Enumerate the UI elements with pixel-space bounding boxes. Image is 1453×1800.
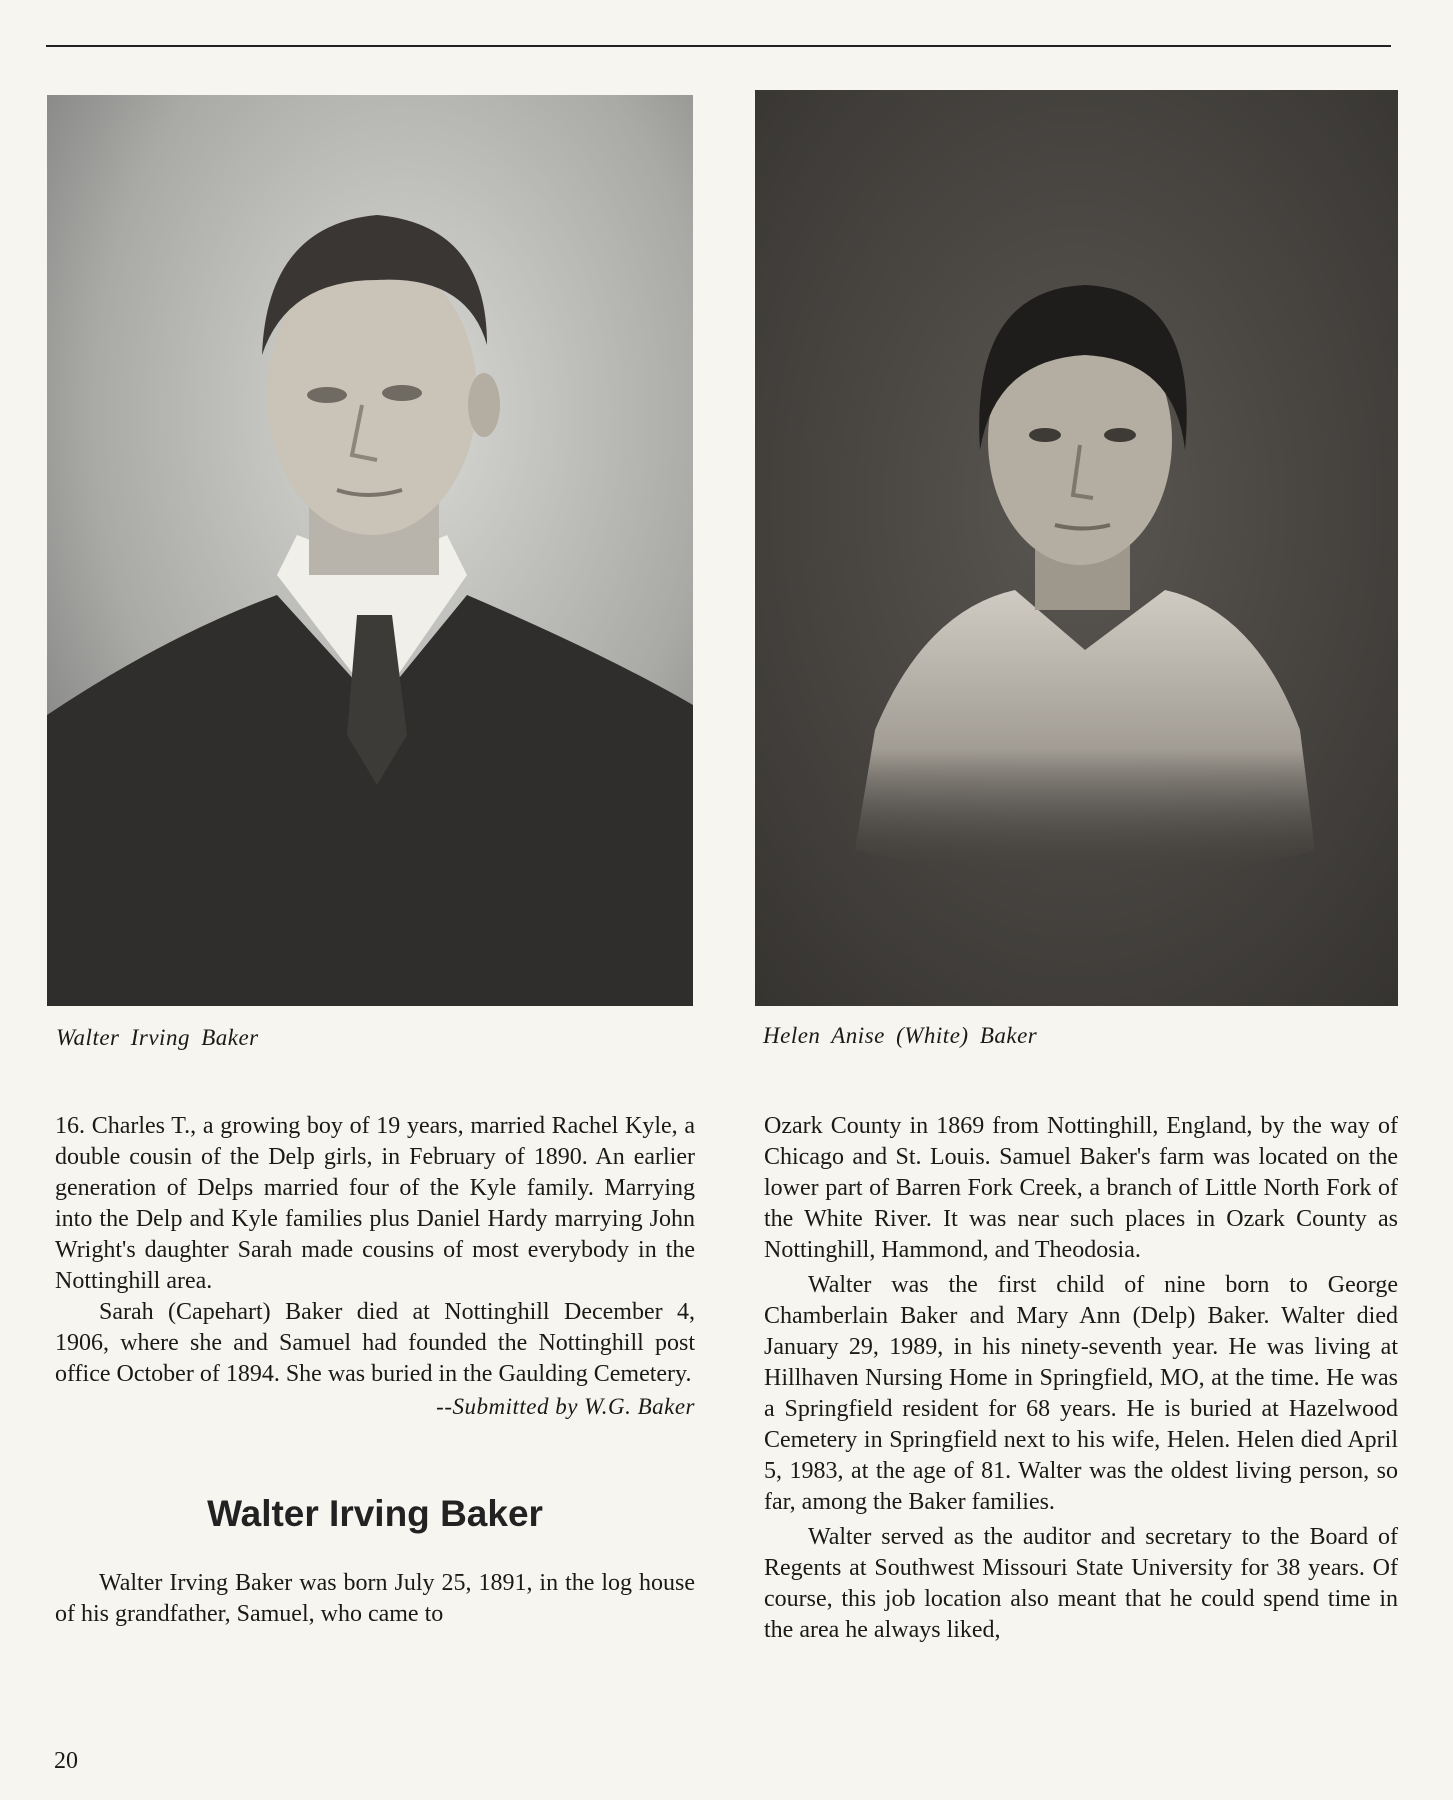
left-text-column: [55, 1111, 695, 1630]
paragraph-ozark-county: Ozark County in 1869 from Nottinghill, England, by the way of Chicago and St. Louis. Samuel Baker's farm was located on the lower part of Barren Fork Creek, a branch of Little North Fork of the White River. It was near such places in Ozark County as Nottinghill, Hammond, and Theodosia.: [764, 1113, 1398, 1263]
photo-caption-left: Walter Irving Baker: [56, 1025, 259, 1050]
right-text-column: [764, 1111, 1398, 1646]
page-number: 20: [54, 1748, 78, 1774]
paragraph-walter-career: Walter served as the auditor and secretary to the Board of Regents at Southwest Missouri State University for 38 years. Of course, this job location also meant that he could spend time in the area he always liked,: [764, 1524, 1398, 1643]
paragraph-charles: 16. Charles T., a growing boy of 19 years, married Rachel Kyle, a double cousin of the Delp girls, in February of 1890. An earlier generation of Delps married four of the Kyle family. Marrying into the Delp and Kyle families plus Daniel Hardy marrying John Wright's daughter Sarah made cousins of most everybody in the Nottinghill area.: [55, 1113, 695, 1294]
submitted-by-credit: --Submitted by W.G. Baker: [436, 1394, 695, 1419]
photo-caption-right: Helen Anise (White) Baker: [763, 1023, 1038, 1048]
portrait-helen-anise-white-baker: [755, 90, 1398, 1006]
portrait-woman-image: [755, 90, 1398, 1006]
paragraph-sarah: Sarah (Capehart) Baker died at Nottinghill December 4, 1906, where she and Samuel had founded the Nottinghill post office October of 1894. She was buried in the Gaulding Cemetery.: [55, 1299, 695, 1387]
paragraph-walter-family: Walter was the first child of nine born to George Chamberlain Baker and Mary Ann (Delp) Baker. Walter died January 29, 1989, in his ninety-seventh year. He was living at Hillhaven Nursing Home in Springfield, MO, at the time. He was a Springfield resident for 68 years. He is buried at Hazelwood Cemetery in Springfield next to his wife, Helen. Helen died April 5, 1983, at the age of 81. Walter was the oldest living person, so far, among the Baker families.: [764, 1272, 1398, 1515]
portrait-man-image: [47, 95, 693, 1006]
section-heading: Walter Irving Baker: [207, 1493, 543, 1534]
paragraph-walter-born: Walter Irving Baker was born July 25, 1891, in the log house of his grandfather, Samuel, who came to: [55, 1570, 695, 1627]
portrait-walter-irving-baker: [47, 95, 693, 1006]
top-rule: [46, 45, 1391, 47]
